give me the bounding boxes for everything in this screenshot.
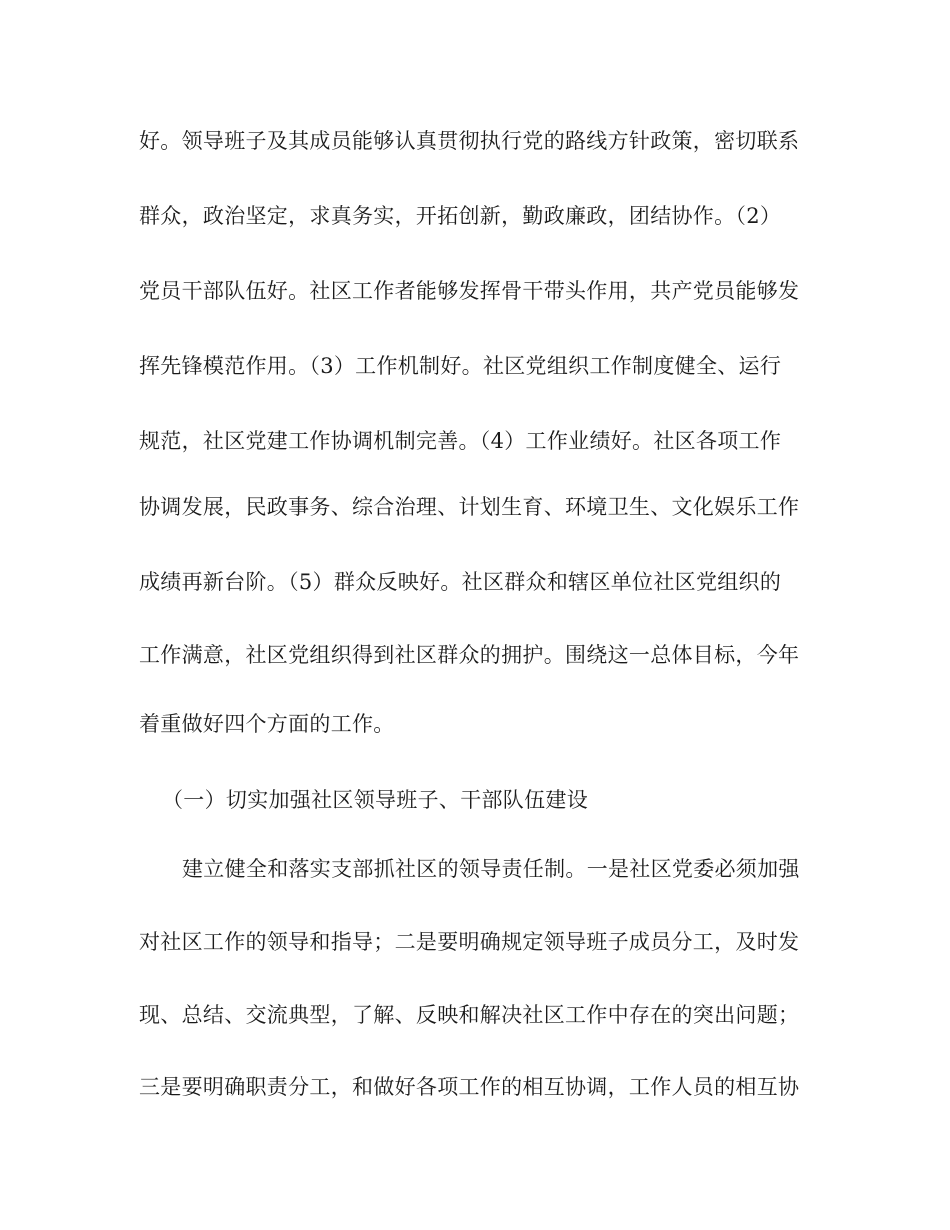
paragraph-line: 挥先锋模范作用。（3）工作机制好。社区党组织工作制度健全、运行 [139, 354, 782, 378]
paragraph-line: 对社区工作的领导和指导；二是要明确规定领导班子成员分工，及时发 [139, 930, 800, 954]
paragraph-line: 工作满意，社区党组织得到社区群众的拥护。围绕这一总体目标，今年 [139, 643, 800, 667]
paragraph-line: 着重做好四个方面的工作。 [139, 712, 395, 736]
paragraph-line: 协调发展，民政事务、综合治理、计划生育、环境卫生、文化娱乐工作 [139, 495, 800, 519]
section-heading: （一）切实加强社区领导班子、干部队伍建设 [162, 788, 588, 812]
paragraph-line: 好。领导班子及其成员能够认真贯彻执行党的路线方针政策，密切联系 [139, 129, 800, 153]
paragraph-line: 党员干部队伍好。社区工作者能够发挥骨干带头作用，共产党员能够发 [139, 279, 800, 303]
paragraph-line: 群众，政治坚定，求真务实，开拓创新，勤政廉政，团结协作。（2） [139, 204, 782, 228]
paragraph-line: 成绩再新台阶。（5）群众反映好。社区群众和辖区单位社区党组织的 [139, 570, 782, 594]
paragraph-line: 建立健全和落实支部抓社区的领导责任制。一是社区党委必须加强 [182, 857, 800, 881]
paragraph-line: 规范，社区党建工作协调机制完善。（4）工作业绩好。社区各项工作 [139, 429, 782, 453]
paragraph-line: 三是要明确职责分工，和做好各项工作的相互协调，工作人员的相互协 [139, 1075, 800, 1099]
paragraph-line: 现、总结、交流典型，了解、反映和解决社区工作中存在的突出问题； [139, 1003, 800, 1027]
